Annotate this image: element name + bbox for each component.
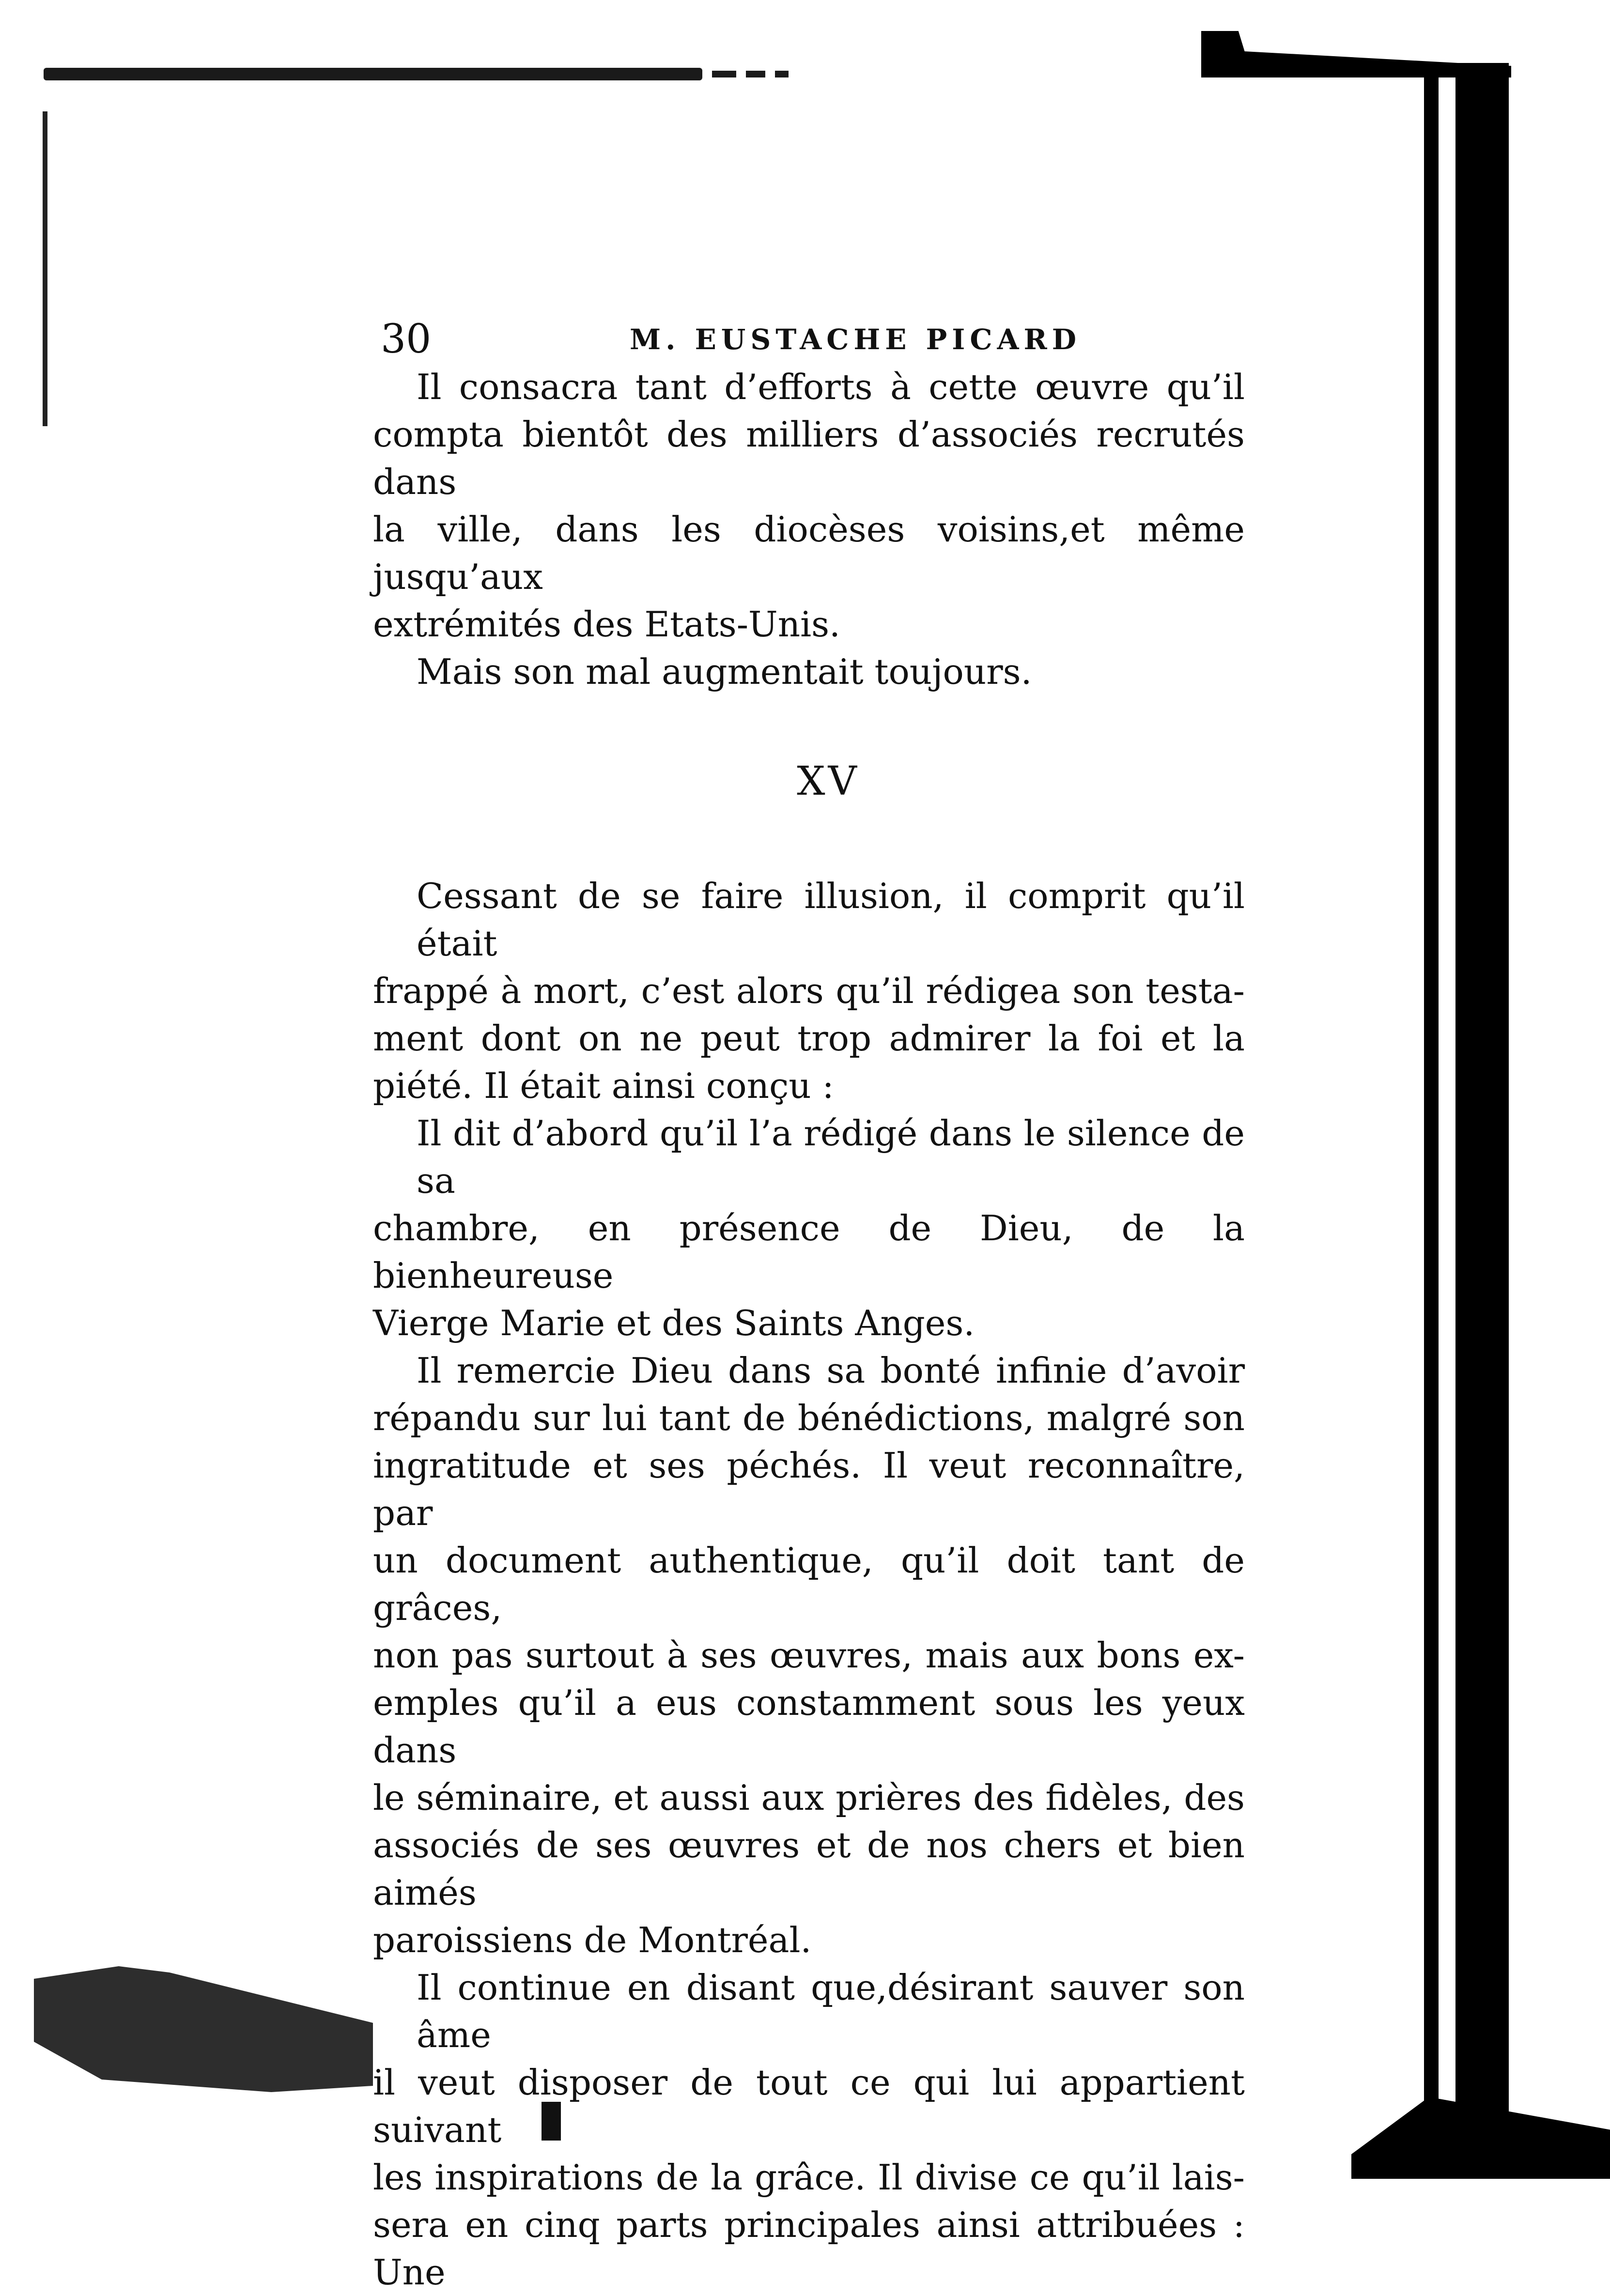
page-body — [373, 310, 1245, 2296]
text-line: Cessant de se faire illusion, il comprit qu’il était — [417, 876, 1245, 964]
running-head — [373, 310, 1245, 363]
text-line: la ville, dans les diocèses voisins,et même jusqu’aux — [373, 509, 1245, 597]
text-line: ingratitude et ses péchés. Il veut reconnaître, par — [373, 1445, 1245, 1533]
text-line: sera en cinq parts principales ainsi attribuées : Une — [373, 2204, 1245, 2293]
text-line: il veut disposer de tout ce qui lui appartient suivant — [373, 2062, 1245, 2150]
text-line: chambre, en présence de Dieu, de la bienheureuse — [373, 1208, 1245, 1296]
text-line: emples qu’il a eus constamment sous les yeux dans — [373, 1682, 1245, 1771]
text-line: compta bientôt des milliers d’associés recrutés dans — [373, 414, 1245, 502]
paragraph — [373, 872, 1245, 1109]
paragraph — [373, 1109, 1245, 1347]
page-number: 30 — [381, 316, 432, 362]
scan-smudge — [34, 1966, 373, 2092]
scan-edge-fragment — [775, 71, 789, 77]
scan-edge-fragment — [746, 71, 765, 77]
running-title: M. EUSTACHE PICARD — [630, 323, 1082, 356]
text-line: Mais son mal augmentait toujours. — [417, 651, 1032, 692]
text-line: paroissiens de Montréal. — [373, 1920, 812, 1960]
text-line: Il continue en disant que,désirant sauver son âme — [417, 1967, 1245, 2055]
text-line: Vierge Marie et des Saints Anges. — [373, 1303, 975, 1343]
text-line: ment dont on ne peut trop admirer la foi et la — [373, 1018, 1245, 1059]
paragraph — [373, 1347, 1245, 1964]
paragraph — [373, 648, 1245, 695]
text-line: Il dit d’abord qu’il l’a rédigé dans le silence de sa — [417, 1113, 1245, 1201]
scan-binding-strip — [1455, 63, 1509, 2179]
text-line: Il remercie Dieu dans sa bonté infinie d’avoir — [417, 1350, 1245, 1391]
text-line: les inspirations de la grâce. Il divise ce qu’il lais- — [373, 2157, 1245, 2198]
scan-edge-left — [43, 111, 47, 426]
text-line: piété. Il était ainsi conçu : — [373, 1065, 834, 1106]
text-line: non pas surtout à ses œuvres, mais aux bons ex- — [373, 1635, 1245, 1676]
paragraph — [373, 1964, 1245, 2296]
scan-binding-inner — [1424, 77, 1439, 2111]
text-line: extrémités des Etats-Unis. — [373, 604, 840, 645]
scan-edge-top — [44, 68, 702, 80]
scan-binding-corner-bottom — [1351, 2097, 1610, 2179]
text-line: Il consacra tant d’efforts à cette œuvre qu’il — [417, 367, 1245, 407]
text-line: le séminaire, et aussi aux prières des fidèles, des — [373, 1777, 1245, 1818]
text-line: un document authentique, qu’il doit tant de grâces, — [373, 1540, 1245, 1628]
text-line: répandu sur lui tant de bénédictions, malgré son — [373, 1398, 1245, 1438]
paragraph — [373, 363, 1245, 648]
text-line: associés de ses œuvres et de nos chers et bien aimés — [373, 1825, 1245, 1913]
text-line: frappé à mort, c’est alors qu’il rédigea son testa- — [373, 971, 1245, 1011]
section-number: XV — [797, 758, 860, 804]
scan-edge-fragment — [712, 71, 736, 77]
